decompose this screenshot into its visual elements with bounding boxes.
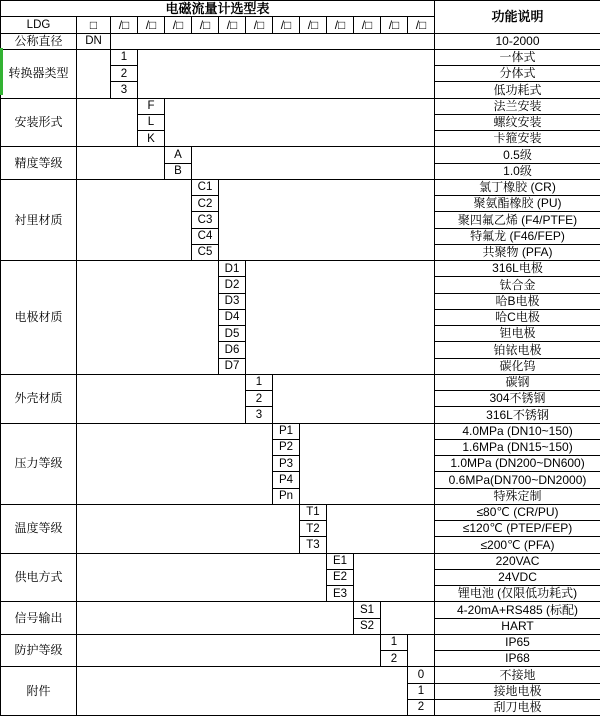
code-box-slot: /□ bbox=[192, 17, 219, 33]
filler-cell bbox=[77, 667, 408, 716]
title-row bbox=[1, 1, 600, 17]
function-cell: 铂铱电极 bbox=[435, 342, 600, 358]
code-cell: C2 bbox=[192, 196, 219, 212]
function-cell: ≤120℃ (PTEP/FEP) bbox=[435, 521, 600, 537]
function-cell: 0.6MPa(DN700~DN2000) bbox=[435, 472, 600, 488]
code-cell: 0 bbox=[408, 667, 435, 683]
code-cell: E2 bbox=[327, 569, 354, 585]
function-cell: ≤80℃ (CR/PU) bbox=[435, 504, 600, 520]
function-cell: HART bbox=[435, 618, 600, 634]
code-box-slot: /□ bbox=[273, 17, 300, 33]
function-cell: 氯丁橡胶 (CR) bbox=[435, 179, 600, 195]
function-cell: 一体式 bbox=[435, 49, 600, 65]
code-box-first: □ bbox=[77, 17, 111, 33]
function-cell: 特殊定制 bbox=[435, 488, 600, 504]
category-label: 压力等级 bbox=[1, 423, 77, 504]
category-label: 转换器类型 bbox=[1, 49, 77, 98]
function-cell: 碳化钨 bbox=[435, 358, 600, 374]
function-cell: 钽电极 bbox=[435, 326, 600, 342]
table-row bbox=[1, 602, 600, 618]
code-cell: C1 bbox=[192, 179, 219, 195]
filler-cell bbox=[77, 553, 327, 602]
function-cell: 接地电极 bbox=[435, 683, 600, 699]
filler-cell bbox=[381, 602, 435, 635]
left-edge-scan-artifact bbox=[0, 48, 3, 95]
function-cell: 1.6MPa (DN15~150) bbox=[435, 439, 600, 455]
filler-cell bbox=[138, 49, 435, 98]
code-cell-dn: DN bbox=[77, 33, 111, 49]
code-cell: D1 bbox=[219, 261, 246, 277]
filler-cell bbox=[77, 49, 111, 98]
function-cell: 螺纹安装 bbox=[435, 114, 600, 130]
function-cell: 4-20mA+RS485 (标配) bbox=[435, 602, 600, 618]
function-cell: 哈C电极 bbox=[435, 309, 600, 325]
code-cell: 1 bbox=[111, 49, 138, 65]
filler-cell bbox=[77, 602, 354, 635]
category-label-diameter: 公称直径 bbox=[1, 33, 77, 49]
code-cell: 1 bbox=[246, 374, 273, 390]
code-cell: C4 bbox=[192, 228, 219, 244]
code-cell: 2 bbox=[381, 651, 408, 667]
code-box-slot: /□ bbox=[219, 17, 246, 33]
model-prefix: LDG bbox=[1, 17, 77, 33]
code-cell: P1 bbox=[273, 423, 300, 439]
table-row bbox=[1, 98, 600, 114]
code-cell: Pn bbox=[273, 488, 300, 504]
filler-cell bbox=[165, 98, 435, 147]
function-column-header: 功能说明 bbox=[435, 1, 600, 34]
filler-cell bbox=[408, 634, 435, 667]
filler-cell bbox=[77, 423, 273, 504]
filler-cell bbox=[354, 553, 435, 602]
code-cell: C3 bbox=[192, 212, 219, 228]
filler-cell bbox=[273, 374, 435, 423]
code-cell: P2 bbox=[273, 439, 300, 455]
function-cell: 法兰安装 bbox=[435, 98, 600, 114]
function-cell: 低功耗式 bbox=[435, 82, 600, 98]
code-cell: 2 bbox=[111, 66, 138, 82]
code-cell: D2 bbox=[219, 277, 246, 293]
function-cell: 钛合金 bbox=[435, 277, 600, 293]
function-cell-diameter: 10-2000 bbox=[435, 33, 600, 49]
code-cell: K bbox=[138, 131, 165, 147]
table-row bbox=[1, 423, 600, 439]
code-cell: D5 bbox=[219, 326, 246, 342]
filler-cell bbox=[77, 147, 165, 180]
function-cell: 1.0级 bbox=[435, 163, 600, 179]
code-cell: S1 bbox=[354, 602, 381, 618]
code-box-slot: /□ bbox=[300, 17, 327, 33]
filler-cell bbox=[77, 634, 381, 667]
function-cell: 共聚物 (PFA) bbox=[435, 244, 600, 260]
function-cell: 刮刀电极 bbox=[435, 699, 600, 715]
category-label: 信号输出 bbox=[1, 602, 77, 635]
function-cell: ≤200℃ (PFA) bbox=[435, 537, 600, 553]
category-label: 温度等级 bbox=[1, 504, 77, 553]
category-label: 衬里材质 bbox=[1, 179, 77, 260]
table-row bbox=[1, 261, 600, 277]
function-cell: IP68 bbox=[435, 651, 600, 667]
table-row bbox=[1, 504, 600, 520]
function-cell: 220VAC bbox=[435, 553, 600, 569]
category-label: 电极材质 bbox=[1, 261, 77, 375]
code-cell: A bbox=[165, 147, 192, 163]
code-box-slot: /□ bbox=[381, 17, 408, 33]
code-box-slot: /□ bbox=[246, 17, 273, 33]
code-cell: 3 bbox=[111, 82, 138, 98]
category-label: 外壳材质 bbox=[1, 374, 77, 423]
code-box-slot: /□ bbox=[408, 17, 435, 33]
function-cell: 聚四氟乙烯 (F4/PTFE) bbox=[435, 212, 600, 228]
function-cell: 24VDC bbox=[435, 569, 600, 585]
filler-cell bbox=[327, 504, 435, 553]
code-cell: T2 bbox=[300, 521, 327, 537]
code-cell: 1 bbox=[381, 634, 408, 650]
filler-cell bbox=[219, 179, 435, 260]
function-cell: 0.5级 bbox=[435, 147, 600, 163]
filler-cell bbox=[77, 179, 192, 260]
filler-cell bbox=[77, 504, 300, 553]
code-cell: E1 bbox=[327, 553, 354, 569]
code-cell: P3 bbox=[273, 456, 300, 472]
category-label: 防护等级 bbox=[1, 634, 77, 667]
code-cell: E3 bbox=[327, 586, 354, 602]
table-row bbox=[1, 147, 600, 163]
code-cell: T3 bbox=[300, 537, 327, 553]
filler-cell bbox=[300, 423, 435, 504]
code-cell: 2 bbox=[408, 699, 435, 715]
code-box-slot: /□ bbox=[354, 17, 381, 33]
code-box-slot: /□ bbox=[165, 17, 192, 33]
table-row bbox=[1, 553, 600, 569]
function-cell: 分体式 bbox=[435, 66, 600, 82]
code-cell: 3 bbox=[246, 407, 273, 423]
function-cell: 316L电极 bbox=[435, 261, 600, 277]
code-box-slot: /□ bbox=[327, 17, 354, 33]
table-row bbox=[1, 374, 600, 390]
code-cell: F bbox=[138, 98, 165, 114]
function-cell: 聚氨酯橡胶 (PU) bbox=[435, 196, 600, 212]
category-label: 附件 bbox=[1, 667, 77, 716]
filler-cell bbox=[111, 33, 435, 49]
table-row bbox=[1, 179, 600, 195]
function-cell: 1.0MPa (DN200~DN600) bbox=[435, 456, 600, 472]
code-cell: L bbox=[138, 114, 165, 130]
function-cell: 316L不锈钢 bbox=[435, 407, 600, 423]
code-cell: C5 bbox=[192, 244, 219, 260]
table-row bbox=[1, 634, 600, 650]
code-cell: P4 bbox=[273, 472, 300, 488]
code-cell: T1 bbox=[300, 504, 327, 520]
function-cell: 特氟龙 (F46/FEP) bbox=[435, 228, 600, 244]
filler-cell bbox=[192, 147, 435, 180]
code-box-slot: /□ bbox=[138, 17, 165, 33]
category-label: 安装形式 bbox=[1, 98, 77, 147]
filler-cell bbox=[77, 261, 219, 375]
code-cell: 2 bbox=[246, 391, 273, 407]
category-label: 供电方式 bbox=[1, 553, 77, 602]
code-cell: 1 bbox=[408, 683, 435, 699]
function-cell: 锂电池 (仅限低功耗式) bbox=[435, 586, 600, 602]
code-cell: D6 bbox=[219, 342, 246, 358]
code-cell: S2 bbox=[354, 618, 381, 634]
category-label: 精度等级 bbox=[1, 147, 77, 180]
table-row bbox=[1, 49, 600, 65]
diameter-row bbox=[1, 33, 600, 49]
code-cell: D7 bbox=[219, 358, 246, 374]
page-title: 电磁流量计选型表 bbox=[1, 1, 435, 17]
code-cell: B bbox=[165, 163, 192, 179]
function-cell: 4.0MPa (DN10~150) bbox=[435, 423, 600, 439]
filler-cell bbox=[77, 374, 246, 423]
function-cell: IP65 bbox=[435, 634, 600, 650]
filler-cell bbox=[246, 261, 435, 375]
function-cell: 哈B电极 bbox=[435, 293, 600, 309]
filler-cell bbox=[77, 98, 138, 147]
function-cell: 卡箍安装 bbox=[435, 131, 600, 147]
table-row bbox=[1, 667, 600, 683]
code-cell: D4 bbox=[219, 309, 246, 325]
code-cell: D3 bbox=[219, 293, 246, 309]
function-cell: 304不锈钢 bbox=[435, 391, 600, 407]
code-box-slot: /□ bbox=[111, 17, 138, 33]
function-cell: 不接地 bbox=[435, 667, 600, 683]
function-cell: 碳钢 bbox=[435, 374, 600, 390]
